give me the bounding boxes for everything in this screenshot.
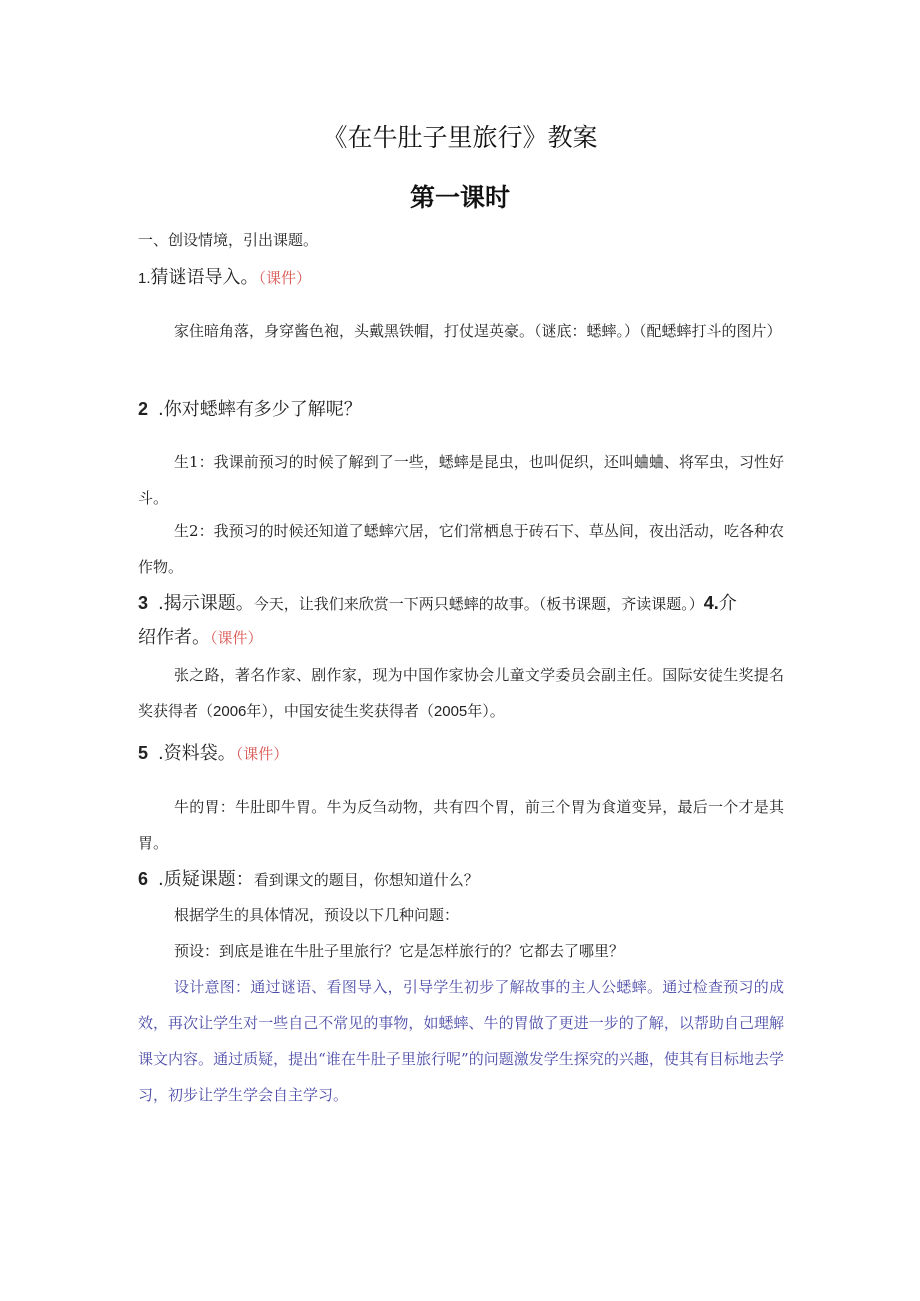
item-1-number: 1. bbox=[138, 270, 151, 287]
item-6-number: 6 bbox=[138, 869, 149, 889]
author-text-3: 年）。 bbox=[467, 702, 505, 720]
preset-questions: 预设：到底是谁在牛肚子里旅行？它是怎样旅行的？它都去了哪里？ bbox=[174, 942, 625, 960]
item-3-number: 3 bbox=[138, 593, 149, 613]
item-3-text: 今天，让我们来欣赏一下两只蟋蟀的故事。（板书课题，齐读课题。） bbox=[253, 595, 704, 613]
item-6-text: 看到课文的题目，你想知道什么？ bbox=[253, 871, 479, 889]
riddle-paragraph: 家住暗角落，身穿酱色袍，头戴黑铁帽，打仗逞英豪。（谜底：蟋蟀。）（配蟋蟀打斗的图片） bbox=[174, 322, 782, 340]
preset-intro: 根据学生的具体情况，预设以下几种问题： bbox=[174, 906, 460, 924]
item-5-reference: （课件） bbox=[235, 745, 289, 763]
item-1 bbox=[138, 260, 788, 297]
stomach-paragraph: 牛的胃：牛肚即牛胃。牛为反刍动物，共有四个胃，前三个胃为食道变异，最后一个才是其胃。 bbox=[138, 798, 784, 852]
item-5-number: 5 bbox=[138, 743, 149, 763]
item-3-heading: .揭示课题。 bbox=[158, 593, 254, 614]
item-1-reference: （课件） bbox=[258, 269, 312, 287]
item-1-heading: 猜谜语导入。 bbox=[150, 267, 259, 288]
item-3 bbox=[138, 585, 788, 622]
item-6-heading: .质疑课题： bbox=[158, 869, 254, 890]
item-5 bbox=[138, 735, 788, 772]
item-2-number: 2 bbox=[138, 399, 149, 419]
document-title: 《在牛肚子里旅行》教案 bbox=[322, 123, 598, 152]
item-4-reference: （课件） bbox=[210, 629, 263, 647]
item-4-heading-end: 绍作者。 bbox=[138, 627, 210, 648]
item-4-continued bbox=[138, 620, 788, 656]
author-text-2: 年），中国安徒生奖获得者（ bbox=[246, 702, 434, 720]
author-paragraph bbox=[138, 657, 784, 730]
author-year-2: 2005 bbox=[433, 703, 468, 720]
design-intent-paragraph: 设计意图：通过谜语、看图导入，引导学生初步了解故事的主人公蟋蟀。通过检查预习的成效，再次让学生对一些自己不常见的事物，如蟋蟀、牛的胃做了更进一步的了解，以帮助自己理解课文内容。通过质疑，提出“谁在牛肚子里旅行呢”的问题激发学生探究的兴趣，使其有目标地去学习，初步让学生学会自主学习。 bbox=[138, 978, 784, 1104]
item-5-heading: .资料袋。 bbox=[158, 743, 236, 764]
author-text-1: 张之路，著名作家、剧作家，现为中国作家协会儿童文学委员会副主任。国际安徒生奖提名奖获得者（ bbox=[138, 666, 784, 720]
author-year-1: 2006 bbox=[213, 703, 247, 720]
item-4-heading-start: 介 bbox=[718, 593, 737, 614]
item-4-number: 4. bbox=[703, 593, 719, 613]
student-1-text: 我课前预习的时候了解到了一些，蟋蟀是昆虫，也叫促织，还叫蛐蛐、将军虫，习性好斗。 bbox=[138, 453, 784, 507]
section-heading-1: 一、创设情境，引出课题。 bbox=[138, 231, 319, 249]
student-1-label: 生1： bbox=[174, 453, 214, 471]
lesson-subtitle: 第一课时 bbox=[409, 183, 510, 212]
student-2-answer bbox=[138, 513, 784, 585]
student-1-answer bbox=[138, 444, 784, 516]
student-2-label: 生2： bbox=[174, 522, 214, 540]
item-6 bbox=[138, 861, 788, 898]
item-2-heading: .你对蟋蟀有多少了解呢？ bbox=[158, 399, 362, 420]
student-2-text: 我预习的时候还知道了蟋蟀穴居，它们常栖息于砖石下、草丛间，夜出活动，吃各种农作物。 bbox=[138, 522, 784, 576]
item-2 bbox=[138, 391, 788, 428]
